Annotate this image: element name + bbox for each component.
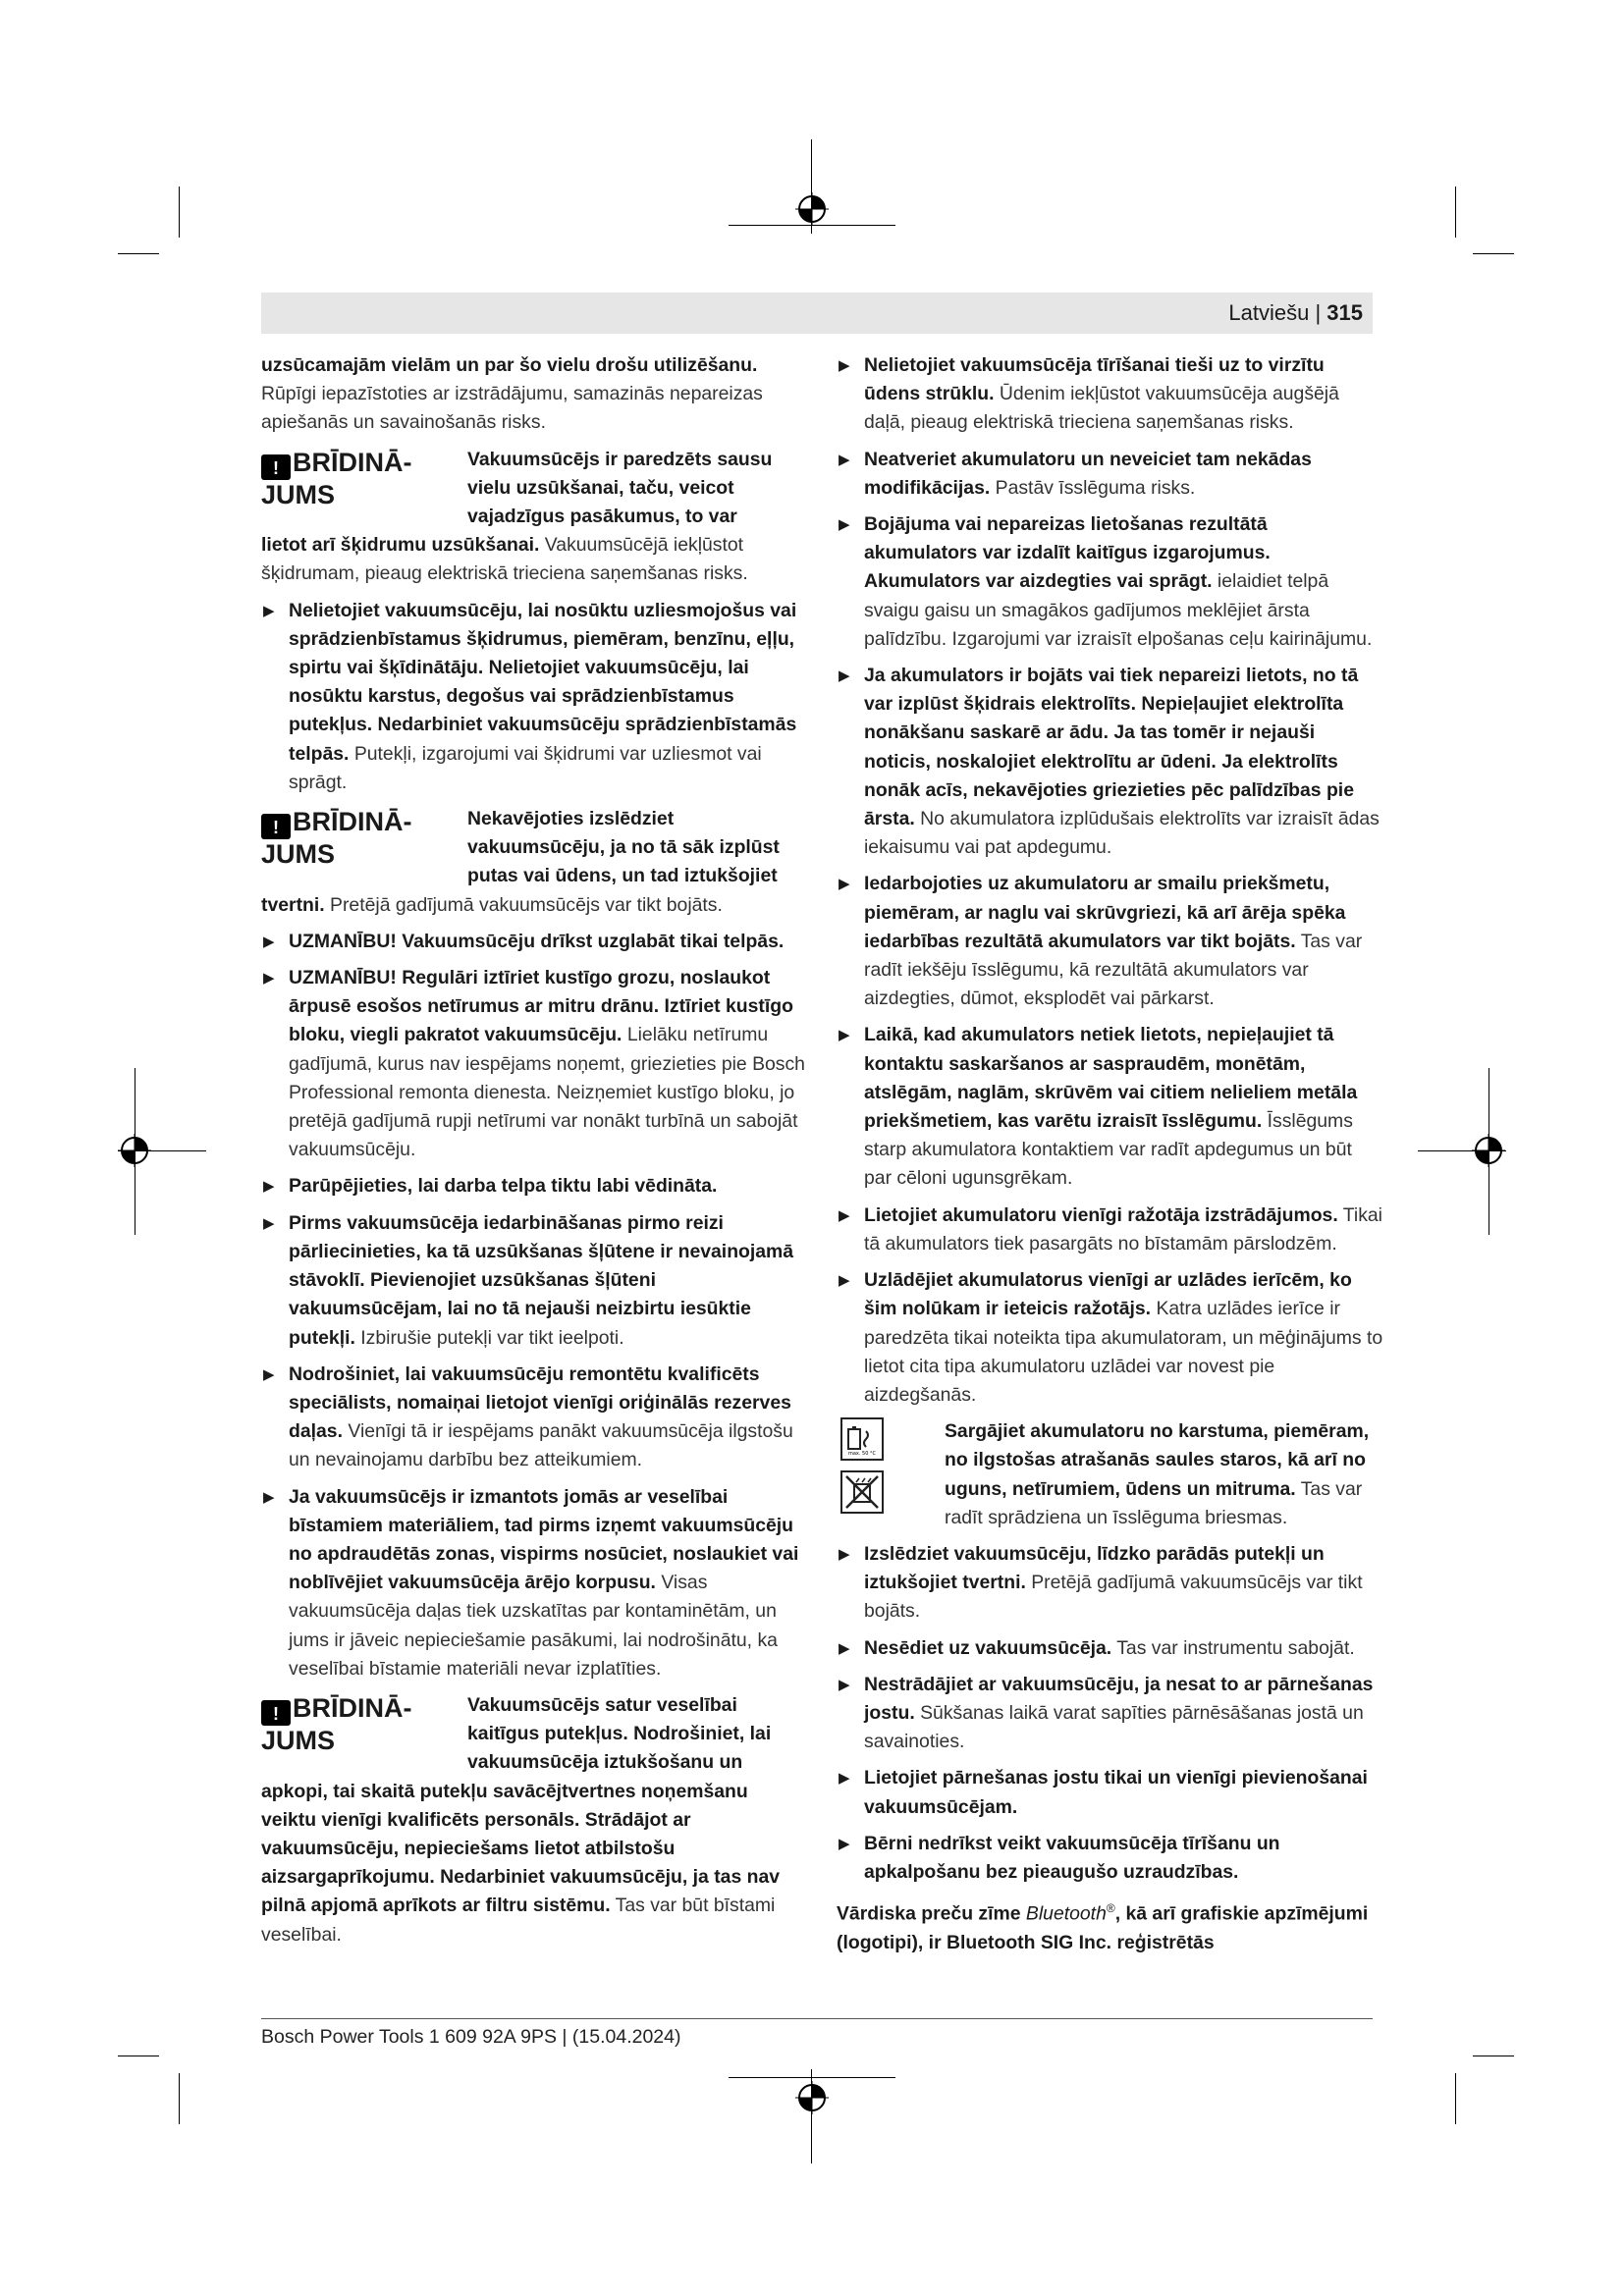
list-item-light: Ūdenim iekļūstot vakuumsūcēja augšējā daļā, pieaug elektriskā trieciena saņemšanas risks.: [864, 383, 1339, 434]
icon-label: max. 50 °C: [847, 1451, 877, 1458]
list-item-light: Katra uzlādes ierīce ir paredzēta tikai noteikta tipa akumulatoram, un mēģinājums to lietot cita tipa akumulatoru uzlādei var novest pie aizdegšanās.: [864, 1298, 1383, 1406]
icon-text-light: Tas var radīt sprādziena un īsslēguma briesmas.: [945, 1477, 1363, 1528]
trademark-bold: , kā arī grafiskie apzīmējumi (logotipi), ir Bluetooth SIG Inc. reģistrētās: [837, 1902, 1369, 1953]
warning-label-line1: BRĪDINĀ-: [293, 1692, 412, 1723]
warning-triangle-icon: !: [261, 814, 291, 839]
icon-text-bold: Sargājiet akumulatoru no karstuma, piemēram, no ilgstošas atrašanās saules staros, kā arī no uguns, netīrumiem, ūdens un mitruma.: [945, 1420, 1370, 1500]
warning-text: Vakuumsūcējs ir paredzēts sausu vielu uzsūkšanai, taču, veicot vajadzīgus pasākumus, to var: [467, 448, 773, 528]
list-item-bold: Laikā, kad akumulators netiek lietots, nepieļaujiet tā kontaktu saskaršanos ar saspraudēm, monētām, atslēgām, naglām, skrūvēm vai citiem nelieliem metāla priekšmetiem, kas varētu izraisīt īsslēgumu.: [864, 1024, 1358, 1133]
crop-mark: [1455, 187, 1456, 238]
list-item-bold: UZMANĪBU! Regulāri iztīriet kustīgo grozu, noslaukot ārpusē esošos netīrumus ar mitru drānu. Iztīriet kustīgo bloku, viegli pakratot vakuumsūcēju.: [289, 967, 793, 1046]
right-column: [837, 351, 1384, 1965]
list-item-bold: Iedarbojoties uz akumulatoru ar smailu priekšmetu, piemēram, ar naglu vai skrūvgriezi, kā arī ārēja spēka iedarbības rezultātā akumulators var tikt bojāts.: [864, 873, 1346, 952]
warning-block: [261, 1691, 806, 1778]
crop-mark: [729, 2077, 895, 2078]
list-item-light: Izbirušie putekļi var tikt ieelpoti.: [354, 1326, 624, 1349]
list-item-bold: Bojājuma vai nepareizas lietošanas rezultātā akumulators var izdalīt kaitīgus izgarojumus. Akumulators var aizdegties vai sprāgt.: [864, 513, 1271, 593]
list-item: [837, 870, 1384, 1013]
warning-label-line2: JUMS: [261, 1725, 336, 1755]
warning-block: [261, 446, 806, 532]
list-item-light: Īsslēgums starp akumulatora kontaktiem var radīt apdegumus un būt par cēloni ugunsgrēkam.: [864, 1110, 1353, 1190]
list-item: [261, 928, 806, 956]
list-item-bold: Nelietojiet vakuumsūcēja tīrīšanai tieši uz to virzītu ūdens strūklu.: [864, 354, 1325, 405]
list-item: [837, 1764, 1384, 1821]
header-separator: |: [1315, 300, 1322, 325]
list-item: [261, 1483, 806, 1683]
list-item: [837, 662, 1384, 862]
list-item: [837, 1634, 1384, 1663]
warning-label: [261, 446, 467, 532]
trademark-paragraph: [837, 1895, 1384, 1957]
warning-tail-light: Pretējā gadījumā vakuumsūcējs var tikt bojāts.: [324, 893, 723, 916]
crop-mark: [179, 2073, 180, 2124]
list-item-bold: Nesēdiet uz vakuumsūcēja.: [864, 1636, 1112, 1659]
list-item-bold: Izslēdziet vakuumsūcēju, līdzko parādās putekļi un iztukšojiet tvertni.: [864, 1542, 1325, 1594]
list-item: [261, 597, 806, 797]
list-item-light: Pretējā gadījumā vakuumsūcējs var tikt bojāts.: [864, 1572, 1363, 1623]
battery-temperature-icon: [840, 1417, 884, 1461]
list-item: [837, 1830, 1384, 1887]
list-item-light: Tas var instrumentu sabojāt.: [1111, 1636, 1355, 1659]
list-item: [837, 1540, 1384, 1627]
list-item: [837, 1201, 1384, 1258]
registration-mark-icon: [795, 2081, 829, 2114]
list-item-bold: UZMANĪBU! Vakuumsūcēju drīkst uzglabāt tikai telpās.: [289, 930, 785, 952]
list-item-bold: Ja akumulators ir bojāts vai tiek nepareizi lietots, no tā var izplūst šķidrais elektrolīts. Nepieļaujiet elektrolīta nonākšanu saskarē ar ādu. Ja tas tomēr ir nejauši noticis, noskalojiet elektrolītu ar ūdeni. Ja elektrolīts nonāk acīs, nekavējoties griezieties pēc palīdzības pie ārsta.: [864, 665, 1359, 830]
warning-text: Nekavējoties izslēdziet vakuumsūcēju, ja no tā sāk izplūst putas vai ūdens, un tad iztukšojiet: [467, 808, 780, 887]
list-item-bold: Parūpējieties, lai darba telpa tiktu labi vēdināta.: [289, 1175, 718, 1198]
list-item-light: Vienīgi tā ir iespējams panākt vakuumsūcēja ilgstošu un nevainojamu darbību bez atteikumiem.: [289, 1420, 793, 1471]
icon-column: [837, 1417, 945, 1532]
list-item-light: Tikai tā akumulators tiek pasargāts no bīstamām pārslodzēm.: [864, 1203, 1382, 1255]
registration-mark-icon: [1472, 1134, 1505, 1167]
page-header: [1228, 300, 1363, 326]
page-footer: Bosch Power Tools 1 609 92A 9PS | (15.04.2024): [261, 2026, 681, 2048]
list-item-light: Lielāku netīrumu gadījumā, kurus nav iespējams noņemt, griezieties pie Bosch Professional remonta dienesta. Neizņemiet kustīgo bloku, jo pretējā gadījumā rupji netīrumi var nonākt turbīnā un sabojāt vakuumsūcēju.: [289, 1024, 805, 1161]
no-water-icon: [840, 1470, 884, 1514]
warning-tail-bold: apkopi, tai skaitā putekļu savācējtvertnes noņemšanu veiktu vienīgi kvalificēts personāls. Strādājot ar vakuumsūcēju, nepieciešams lietot atbilstošu aizsargaprīkojumu. Nedarbiniet vakuumsūcēju, ja tas nav pilnā apjomā aprīkots ar filtru sistēmu.: [261, 1780, 781, 1917]
warning-tail-light: Vakuumsūcējā iekļūstot šķidrumam, pieaug elektriskā trieciena saņemšanas risks.: [261, 534, 748, 585]
list-item-light: ielaidiet telpā svaigu gaisu un smagākos gadījumos meklējiet ārsta palīdzību. Izgarojumi var izraisīt elpošanas ceļu kairinājumu.: [864, 570, 1373, 650]
list-item-light: No akumulatora izplūdušais elektrolīts var izraisīt ādas iekaisumu vai pat apdegumu.: [864, 808, 1380, 859]
warning-tail-bold: tvertni.: [261, 893, 325, 916]
warning-continuation: [261, 1778, 806, 1949]
list-item-bold: Nelietojiet vakuumsūcēju, lai nosūktu uzliesmojošus vai sprādzienbīstamus šķidrumus, piemēram, benzīnu, eļļu, spirtu vai šķīdinātāju. Nelietojiet vakuumsūcēju, lai nosūktu karstus, degošus vai sprādzienbīstamus putekļus. Nedarbiniet vakuumsūcēju sprādzienbīstamās telpās.: [289, 599, 797, 765]
warning-label: [261, 805, 467, 891]
list-item-light: Sūkšanas laikā varat sapīties pārnēsāšanas jostā un savainoties.: [864, 1701, 1364, 1753]
intro-paragraph: [261, 351, 806, 438]
list-item: [261, 1172, 806, 1201]
header-language: Latviešu: [1228, 300, 1310, 325]
list-item: [837, 510, 1384, 654]
crop-mark: [1455, 2073, 1456, 2124]
icon-text: [945, 1417, 1384, 1532]
warning-triangle-icon: !: [261, 454, 291, 480]
page-number: 315: [1326, 300, 1363, 325]
list-item-bold: Bērni nedrīkst veikt vakuumsūcēja tīrīšanu un apkalpošanu bez pieaugušo uzraudzības.: [864, 1832, 1280, 1883]
warning-tail-light: Tas var būt bīstami veselībai.: [261, 1895, 776, 1946]
list-item-bold: Pirms vakuumsūcēja iedarbināšanas pirmo reizi pārliecinieties, ka tā uzsūkšanas šļūtene ir nevainojamā stāvoklī. Pievienojiet uzsūkšanas šļūteni vakuumsūcējam, lai no tā nejauši neizbirtu iesūktie putekļi.: [289, 1211, 794, 1349]
list-item-light: Putekļi, izgarojumi vai šķidrumi var uzliesmot vai sprāgt.: [289, 742, 762, 793]
list-item-bold: Nodrošiniet, lai vakuumsūcēju remontētu kvalificēts speciālists, nomaiņai lietojot vienīgi oriģinālās rezerves daļas.: [289, 1362, 791, 1443]
crop-mark: [118, 253, 159, 254]
intro-light: Rūpīgi iepazīstoties ar izstrādājumu, samazinās nepareizas apiešanās un savainošanās risks.: [261, 383, 763, 434]
list-item: [837, 1021, 1384, 1193]
crop-mark: [179, 187, 180, 238]
list-item-light: Visas vakuumsūcēja daļas tiek uzskatītas par kontaminētām, un jums ir jāveic nepieciešamie pasākumi, lai nodrošinātu, ka veselībai bīstamie materiāli nevar izplatīties.: [289, 1572, 778, 1680]
list-item: [261, 1361, 806, 1475]
list-item-bold: Uzlādējiet akumulatorus vienīgi ar uzlādes ierīcēm, ko šim nolūkam ir ieteicis ražotājs.: [864, 1269, 1352, 1320]
list-item: [837, 1266, 1384, 1410]
warning-label-line2: JUMS: [261, 839, 336, 870]
list-item: [261, 964, 806, 1164]
warning-tail-bold: lietot arī šķidrumu uzsūkšanai.: [261, 534, 540, 557]
footer-rule: [261, 2018, 1373, 2019]
list-item-bold: Nestrādājiet ar vakuumsūcēju, ja nesat to ar pārnešanas jostu.: [864, 1673, 1374, 1724]
intro-bold: uzsūcamajām vielām un par šo vielu drošu utilizēšanu.: [261, 354, 758, 376]
warning-block: [261, 805, 806, 891]
warning-continuation: [261, 891, 806, 920]
list-item-light: Pastāv īsslēguma risks.: [990, 476, 1196, 499]
battery-heat-warning: [837, 1417, 1384, 1532]
left-column: [261, 351, 806, 1957]
trademark-italic: Bluetooth: [1025, 1902, 1107, 1925]
warning-label-line2: JUMS: [261, 479, 336, 509]
registration-mark-icon: [795, 192, 829, 226]
registration-mark-icon: [118, 1134, 151, 1167]
warning-triangle-icon: !: [261, 1700, 291, 1726]
trademark-bold: Vārdiska preču zīme: [837, 1902, 1026, 1925]
warning-label-line1: BRĪDINĀ-: [293, 807, 412, 837]
list-item: [261, 1209, 806, 1353]
warning-text: Vakuumsūcējs satur veselībai kaitīgus putekļus. Nodrošiniet, lai vakuumsūcēja iztukšošanu un: [467, 1693, 772, 1774]
list-item: [837, 446, 1384, 503]
list-item-bold: Lietojiet pārnešanas jostu tikai un vienīgi pievienošanai vakuumsūcējam.: [864, 1767, 1368, 1818]
warning-label-line1: BRĪDINĀ-: [293, 447, 412, 477]
trademark-sup: ®: [1106, 1901, 1115, 1916]
header-bar: [261, 293, 1373, 334]
crop-mark: [1473, 253, 1514, 254]
list-item: [837, 351, 1384, 438]
warning-label: [261, 1691, 467, 1778]
list-item-light: Tas var radīt iekšēju īsslēgumu, kā rezultātā akumulators var aizdegties, dūmot, eksplodēt vai pārkarst.: [864, 930, 1363, 1010]
warning-continuation: [261, 531, 806, 588]
list-item-bold: Ja vakuumsūcējs ir izmantots jomās ar veselībai bīstamiem materiāliem, tad pirms izņemt vakuumsūcēju no apdraudētās zonas, vispirms nosūciet, noslaukiet vai noblīvējiet vakuumsūcēja ārējo korpusu.: [289, 1485, 799, 1594]
list-item: [837, 1671, 1384, 1757]
list-item-bold: Neatveriet akumulatoru un neveiciet tam nekādas modifikācijas.: [864, 448, 1312, 499]
list-item-bold: Lietojiet akumulatoru vienīgi ražotāja izstrādājumos.: [864, 1203, 1338, 1226]
